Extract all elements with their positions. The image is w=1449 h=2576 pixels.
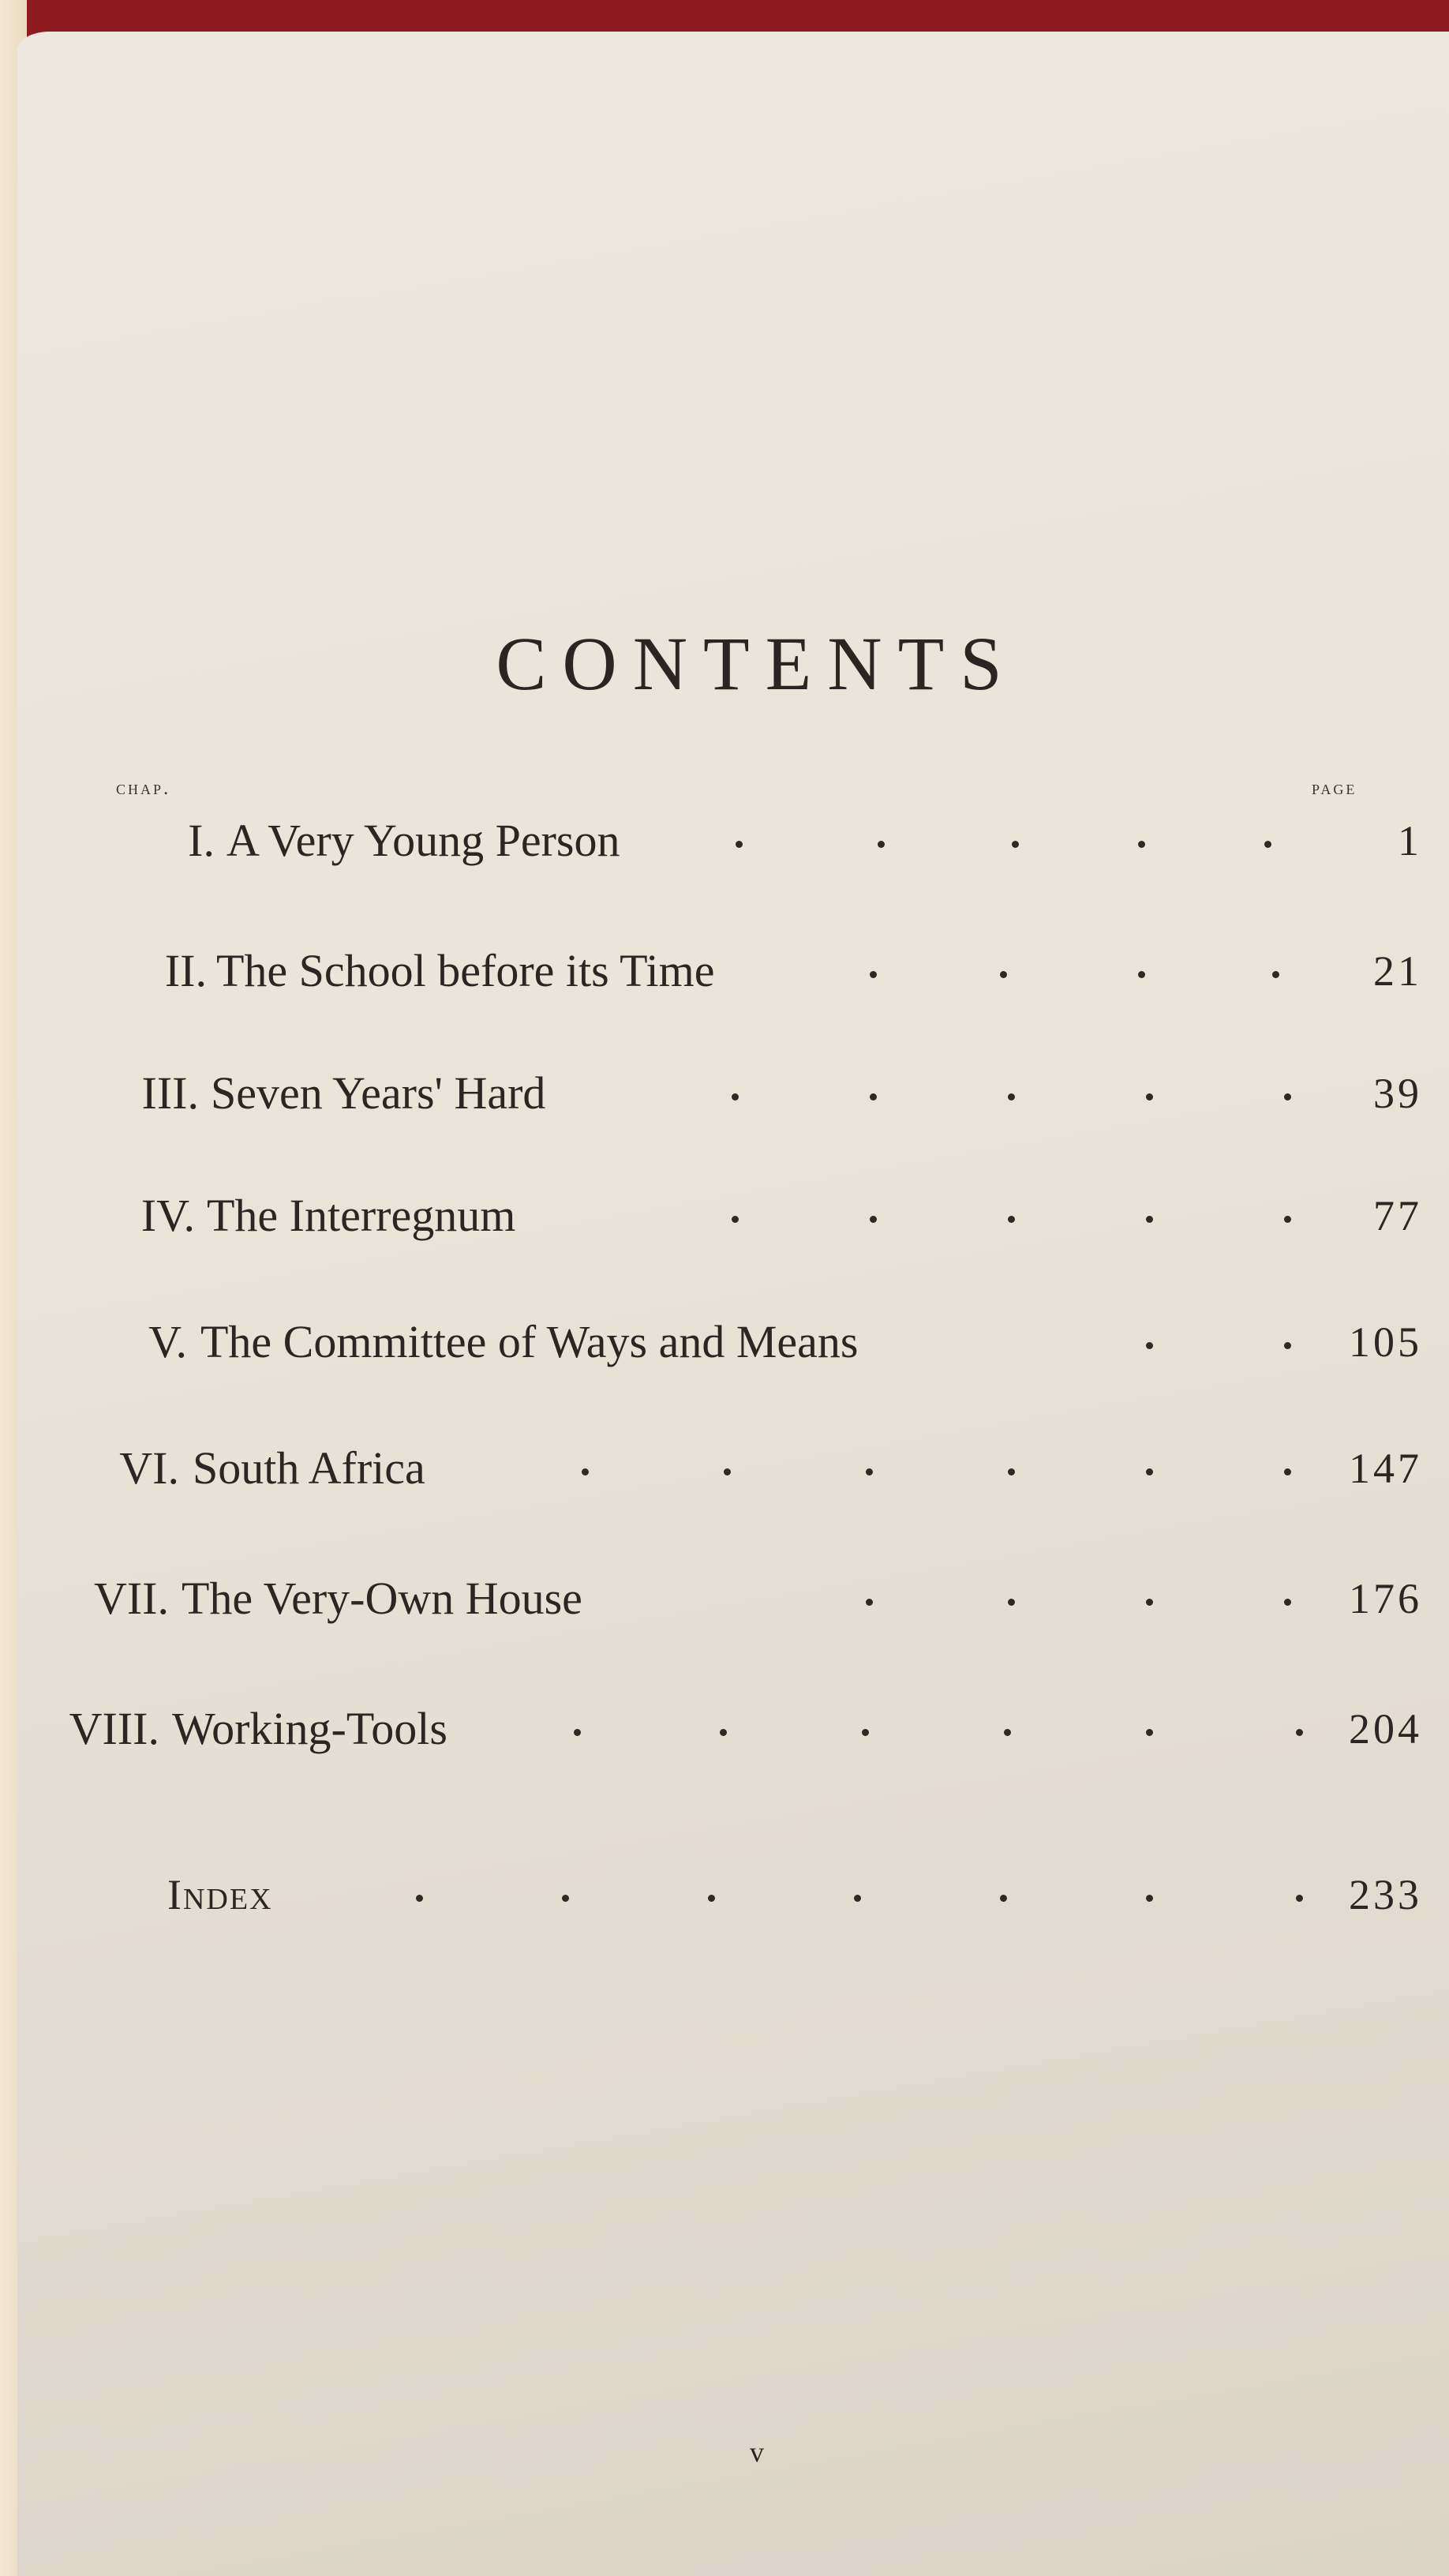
chapter-number: V. xyxy=(148,1316,187,1367)
toc-entry-6 xyxy=(17,1437,1449,1500)
leader-dot xyxy=(708,1895,715,1902)
chapter-title: A Very Young Person xyxy=(227,815,620,866)
chapter-title: South Africa xyxy=(193,1442,425,1494)
leader-dot xyxy=(562,1895,569,1902)
toc-entry-5 xyxy=(17,1310,1449,1374)
leader-dot xyxy=(1138,971,1145,978)
toc-entry-4 xyxy=(17,1184,1449,1247)
toc-entry-index xyxy=(17,1863,1449,1926)
page-title: CONTENTS xyxy=(496,621,1018,706)
chapter-title: The Interregnum xyxy=(207,1190,516,1241)
leader-dot xyxy=(732,1216,739,1223)
leader-dot xyxy=(1012,841,1019,848)
chapter-title: Seven Years' Hard xyxy=(211,1067,546,1119)
leader-dot xyxy=(870,1216,877,1223)
page-number: 204 xyxy=(1349,1705,1422,1753)
chapter-title: The Very-Own House xyxy=(182,1573,582,1624)
leader-dot xyxy=(1264,841,1271,848)
leader-dot xyxy=(574,1729,581,1736)
page-column-label: page xyxy=(1312,778,1357,799)
chapter-title: Working-Tools xyxy=(172,1703,447,1754)
chapter-number: III. xyxy=(141,1067,199,1119)
page-number: 233 xyxy=(1349,1871,1422,1918)
book-page xyxy=(17,32,1449,2576)
leader-dot xyxy=(1272,971,1279,978)
leader-dot xyxy=(1146,1468,1153,1475)
toc-entry-8 xyxy=(17,1697,1449,1760)
chapter-number: I. xyxy=(188,815,215,866)
leader-dot xyxy=(1000,1895,1007,1902)
leader-dot xyxy=(1008,1216,1015,1223)
leader-dot xyxy=(732,1093,739,1101)
page-number: 147 xyxy=(1349,1445,1422,1492)
chapter-number: II. xyxy=(164,945,207,996)
leader-dot xyxy=(1008,1468,1015,1475)
leader-dot xyxy=(1000,971,1007,978)
leader-dot xyxy=(1146,1729,1153,1736)
leader-dot xyxy=(720,1729,727,1736)
page-number: 21 xyxy=(1373,947,1422,995)
leader-dot xyxy=(582,1468,589,1475)
chapter-number: VI. xyxy=(119,1442,179,1494)
leader-dot xyxy=(1146,1599,1153,1606)
toc-entry-1 xyxy=(17,809,1449,872)
chapter-title: The Committee of Ways and Means xyxy=(200,1316,859,1367)
leader-dot xyxy=(870,1093,877,1101)
toc-entry-2 xyxy=(17,939,1449,1003)
leader-dot xyxy=(1008,1093,1015,1101)
toc-entry-3 xyxy=(17,1062,1449,1125)
leader-dot xyxy=(1008,1599,1015,1606)
leader-dot xyxy=(854,1895,861,1902)
leader-dot xyxy=(866,1468,873,1475)
chapter-number: VII. xyxy=(93,1573,169,1624)
leader-dot xyxy=(878,841,885,848)
toc-entry-7 xyxy=(17,1567,1449,1630)
leader-dot xyxy=(1146,1216,1153,1223)
page-number: 1 xyxy=(1398,817,1422,864)
chapter-number: VIII. xyxy=(69,1703,159,1754)
chapter-column-label: chap. xyxy=(116,778,171,799)
page-number: 77 xyxy=(1373,1192,1422,1239)
index-title: Index xyxy=(167,1871,273,1918)
leader-dot xyxy=(866,1599,873,1606)
leader-dot xyxy=(870,971,877,978)
table-of-contents xyxy=(17,32,1449,2576)
page-number: 176 xyxy=(1349,1575,1422,1622)
chapter-title: The School before its Time xyxy=(216,945,715,996)
leader-dot xyxy=(1146,1342,1153,1349)
leader-dot xyxy=(1004,1729,1011,1736)
page-folio: v xyxy=(750,2436,764,2468)
leader-dot xyxy=(736,841,743,848)
leader-dot xyxy=(1146,1895,1153,1902)
leader-dot xyxy=(724,1468,731,1475)
page-number: 39 xyxy=(1373,1070,1422,1117)
leader-dot xyxy=(862,1729,869,1736)
leader-dot xyxy=(1146,1093,1153,1101)
page-number: 105 xyxy=(1349,1318,1422,1366)
chapter-number: IV. xyxy=(140,1190,195,1241)
leader-dot xyxy=(416,1895,423,1902)
leader-dot xyxy=(1138,841,1145,848)
